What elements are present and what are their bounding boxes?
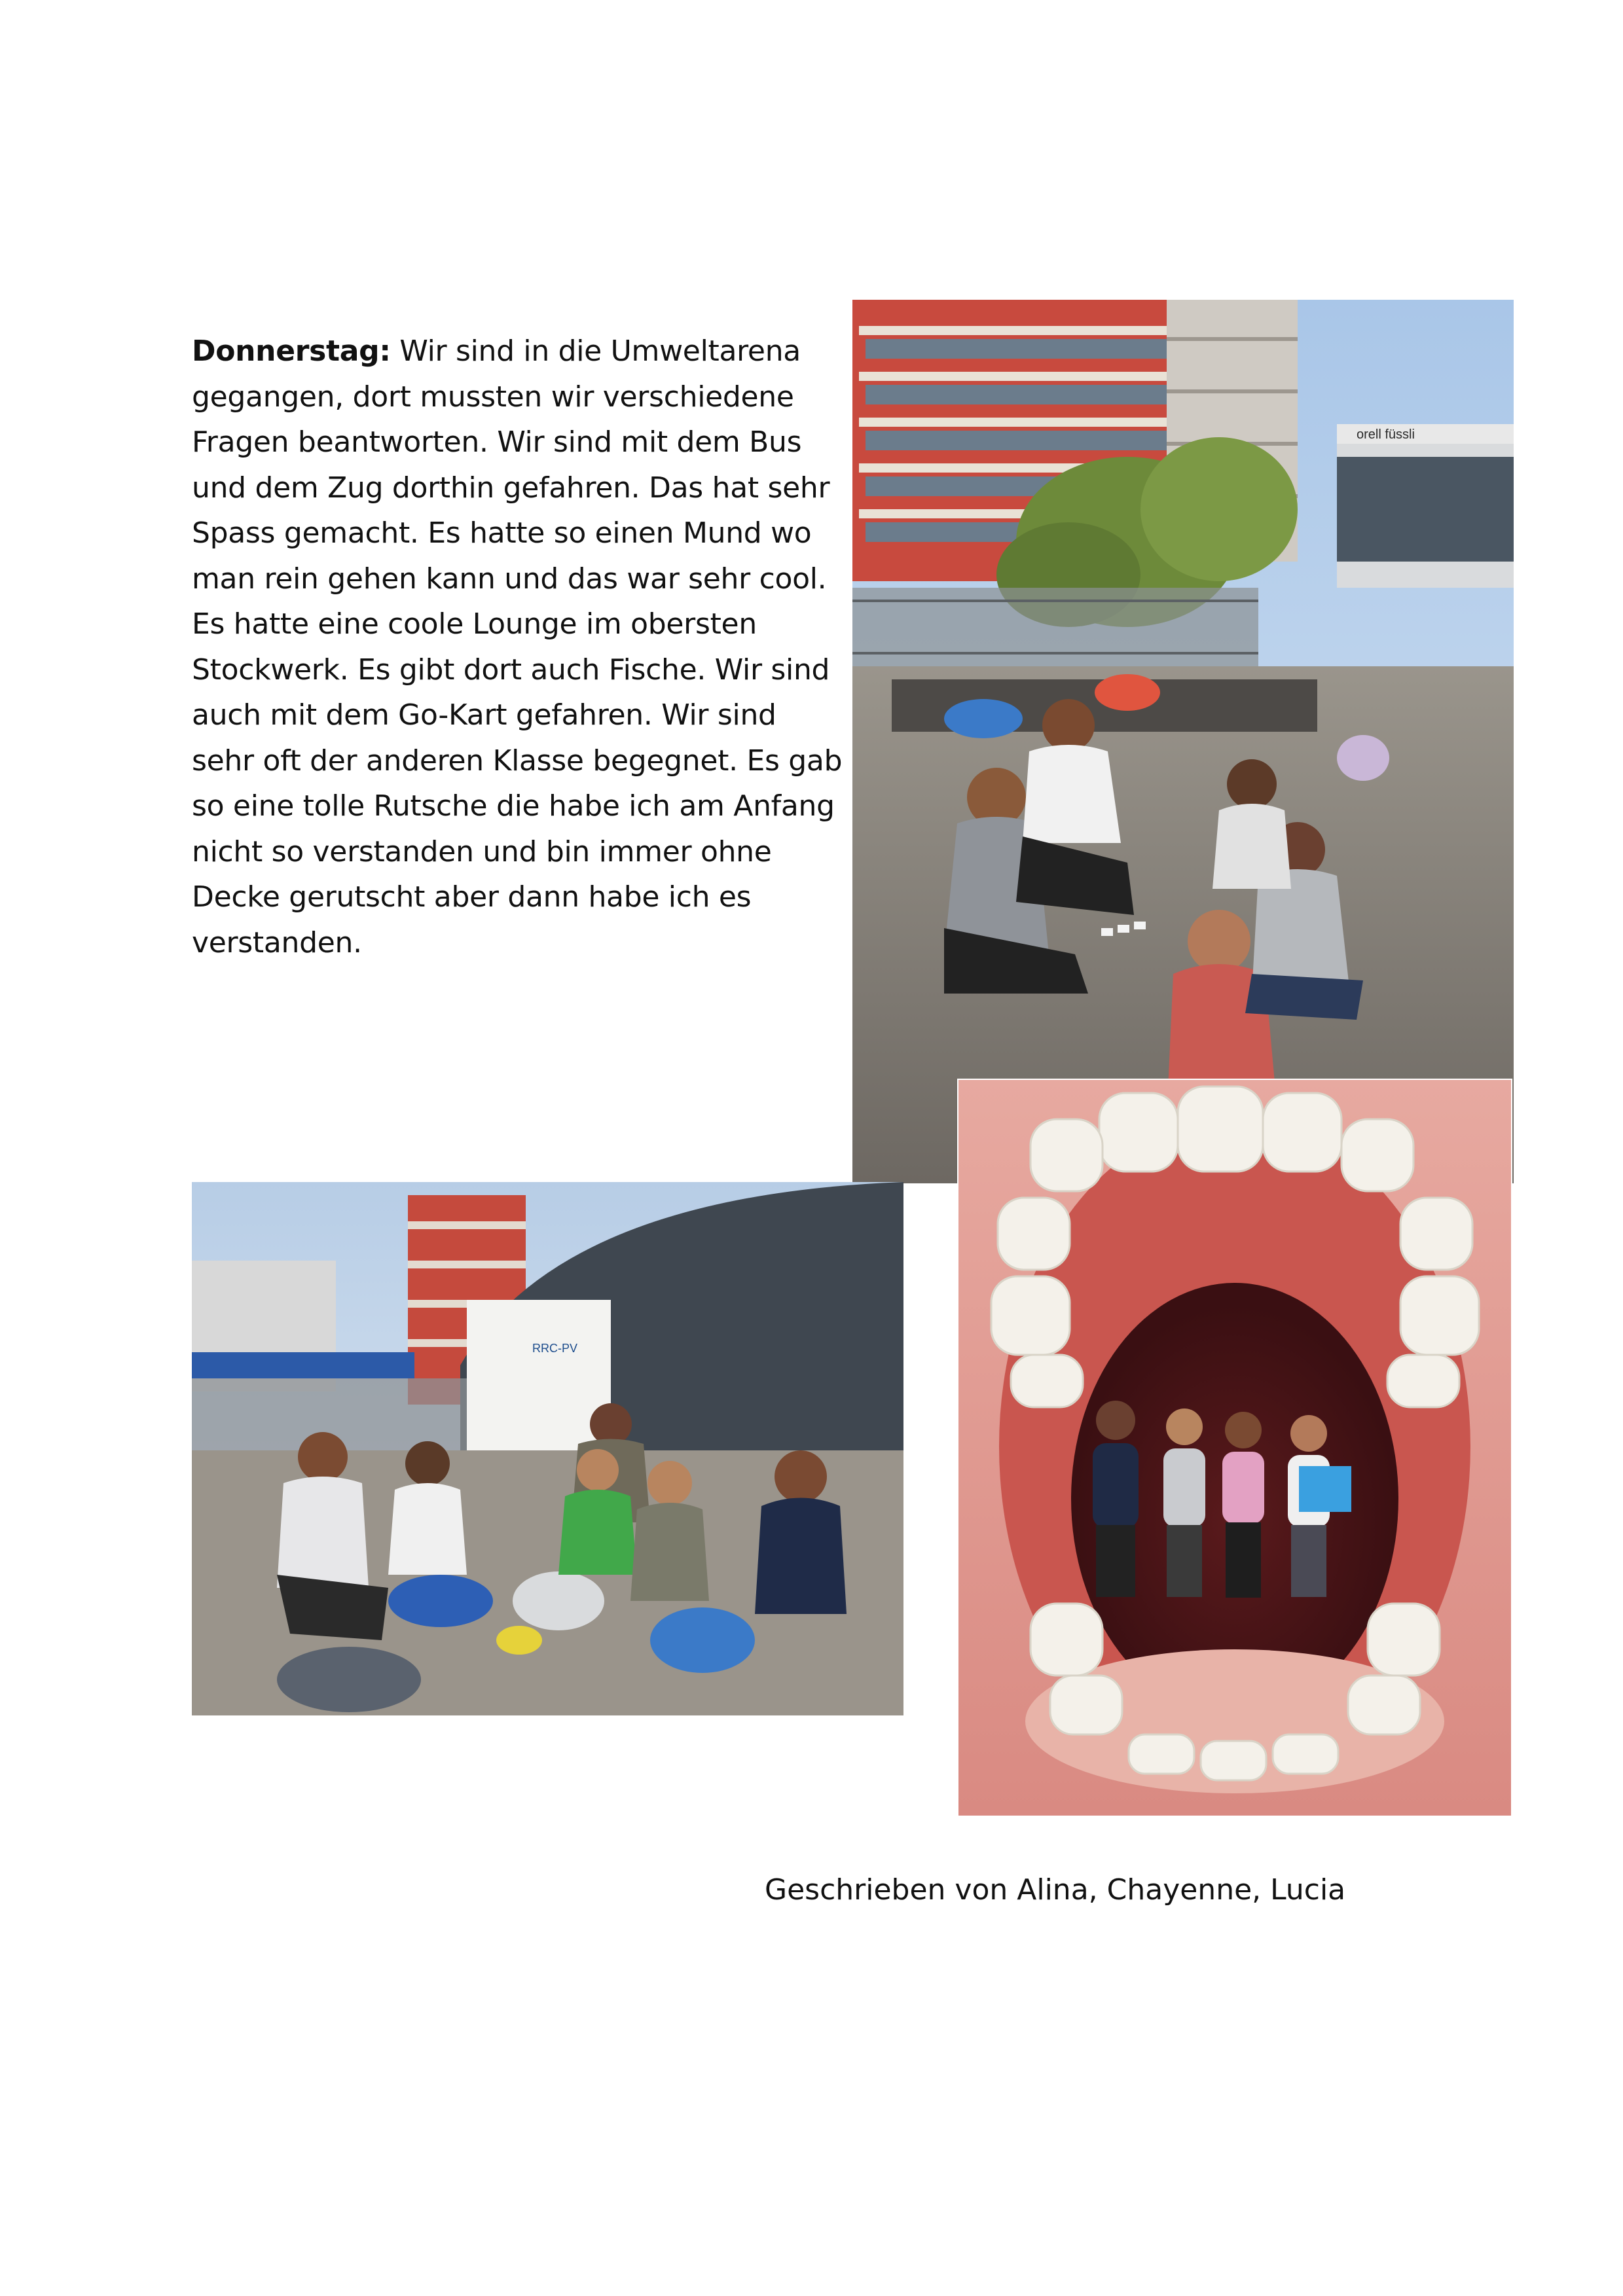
shelter-text: RRC-PV (532, 1342, 578, 1355)
photo-giant-mouth (957, 1079, 1512, 1817)
author-signature: Geschrieben von Alina, Chayenne, Lucia (765, 1873, 1346, 1907)
photo-children-park-image (852, 300, 1514, 1183)
photo-giant-mouth-image (958, 1080, 1511, 1816)
article-paragraph (192, 329, 847, 965)
article-body: Wir sind in die Umweltarena gegangen, dort mussten wir verschiedene Fragen beantworten. Wir sind mit dem Bus und dem Zug dorthin gefahren. Das hat sehr Spass gemacht. Es hatte so einen Mund wo man rein gehen kann und das war sehr cool. Es hatte eine coole Lounge im obersten Stockwerk. Es gibt dort auch Fische. Wir sind auch mit dem Go-Kart gefahren. Wir sind sehr oft der anderen Klasse begegnet. Es gab so eine tolle Rutsche die habe ich am Anfang nicht so verstanden und bin immer ohne Decke gerutscht aber dann habe ich es verstanden. (192, 334, 843, 960)
park-sign-text: orell füssli (1357, 427, 1415, 442)
photo-children-park (852, 300, 1514, 1183)
photo-children-shelter-image (192, 1182, 903, 1715)
photo-children-shelter (192, 1182, 903, 1715)
day-label: Donnerstag: (192, 334, 391, 368)
